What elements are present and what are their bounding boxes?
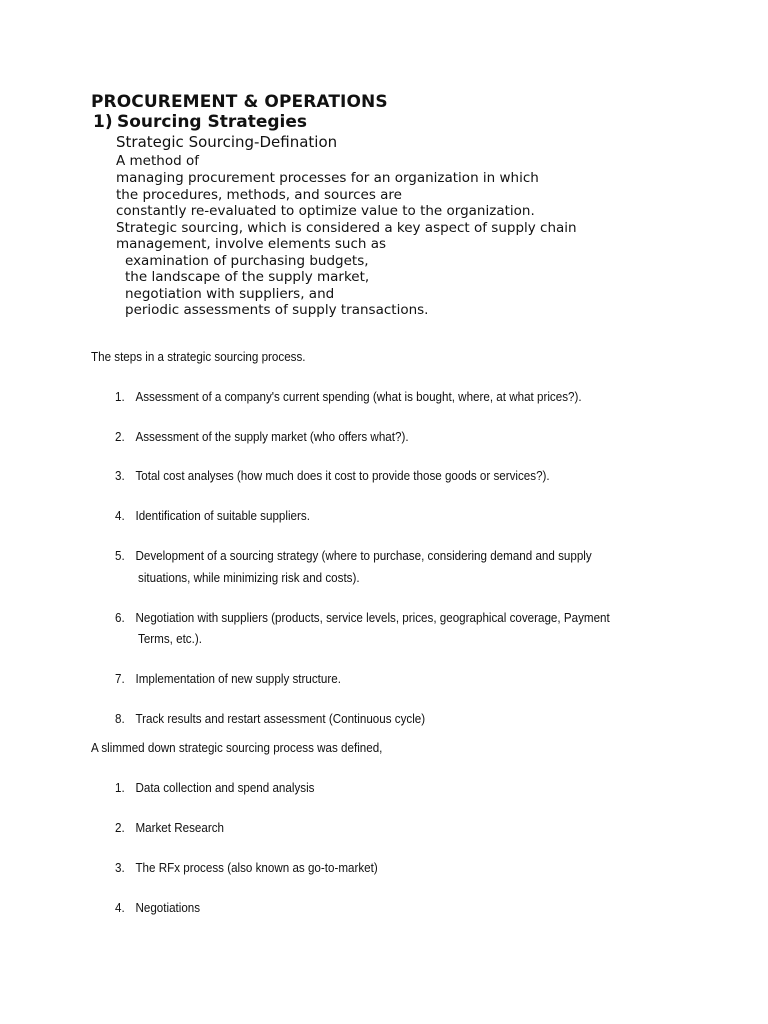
step-item bbox=[115, 390, 582, 404]
step-item bbox=[115, 549, 592, 563]
slim-step-text: Market Research bbox=[135, 821, 224, 835]
step-continuation: Terms, etc.). bbox=[138, 632, 202, 646]
step-continuation: situations, while minimizing risk and costs). bbox=[138, 571, 360, 585]
slim-step-item bbox=[115, 781, 314, 795]
step-text: Total cost analyses (how much does it cost to provide those goods or services?). bbox=[135, 469, 550, 483]
step-text: Assessment of a company's current spending (what is bought, where, at what prices?). bbox=[135, 390, 582, 404]
step-text: Track results and restart assessment (Continuous cycle) bbox=[135, 712, 426, 726]
step-number: 4. bbox=[115, 509, 125, 523]
step-number: 5. bbox=[115, 549, 125, 563]
step-item bbox=[115, 611, 610, 625]
slim-step-item bbox=[115, 821, 224, 835]
section-title: Sourcing Strategies bbox=[117, 112, 308, 132]
subsection-heading: Strategic Sourcing-Defination bbox=[116, 133, 338, 151]
step-number: 3. bbox=[115, 469, 125, 483]
section-heading bbox=[93, 112, 307, 132]
step-number: 8. bbox=[115, 712, 125, 726]
document-heading: PROCUREMENT & OPERATIONS bbox=[91, 92, 388, 112]
step-text: Assessment of the supply market (who offers what?). bbox=[135, 430, 409, 444]
step-item bbox=[115, 672, 341, 686]
step-item bbox=[115, 712, 425, 726]
slim-step-number: 1. bbox=[115, 781, 125, 795]
step-text: Negotiation with suppliers (products, service levels, prices, geographical coverage, Payment bbox=[135, 611, 610, 625]
definition-line: A method of bbox=[116, 153, 199, 169]
section-number: 1) bbox=[93, 112, 113, 132]
slim-step-number: 4. bbox=[115, 901, 125, 915]
definition-element: the landscape of the supply market, bbox=[125, 269, 370, 285]
step-number: 6. bbox=[115, 611, 125, 625]
definition-line: the procedures, methods, and sources are bbox=[116, 187, 402, 203]
slim-step-text: The RFx process (also known as go-to-market) bbox=[135, 861, 378, 875]
step-number: 7. bbox=[115, 672, 125, 686]
slim-step-text: Data collection and spend analysis bbox=[135, 781, 315, 795]
steps-intro: The steps in a strategic sourcing process. bbox=[91, 350, 306, 364]
step-number: 1. bbox=[115, 390, 125, 404]
definition-line: managing procurement processes for an organization in which bbox=[116, 170, 539, 186]
slim-step-number: 3. bbox=[115, 861, 125, 875]
step-item bbox=[115, 509, 310, 523]
definition-element: negotiation with suppliers, and bbox=[125, 286, 335, 302]
slim-step-item bbox=[115, 861, 378, 875]
definition-line: Strategic sourcing, which is considered a key aspect of supply chain bbox=[116, 220, 577, 236]
definition-line: constantly re-evaluated to optimize value to the organization. bbox=[116, 203, 535, 219]
step-text: Identification of suitable suppliers. bbox=[135, 509, 310, 523]
slim-step-number: 2. bbox=[115, 821, 125, 835]
step-text: Implementation of new supply structure. bbox=[135, 672, 341, 686]
definition-element: periodic assessments of supply transactions. bbox=[125, 302, 429, 318]
slim-intro: A slimmed down strategic sourcing process was defined, bbox=[91, 741, 383, 755]
definition-element: examination of purchasing budgets, bbox=[125, 253, 369, 269]
step-item bbox=[115, 469, 550, 483]
step-item bbox=[115, 430, 409, 444]
step-text: Development of a sourcing strategy (where to purchase, considering demand and supply bbox=[135, 549, 592, 563]
step-number: 2. bbox=[115, 430, 125, 444]
slim-step-text: Negotiations bbox=[135, 901, 201, 915]
definition-line: management, involve elements such as bbox=[116, 236, 387, 252]
slim-step-item bbox=[115, 901, 200, 915]
